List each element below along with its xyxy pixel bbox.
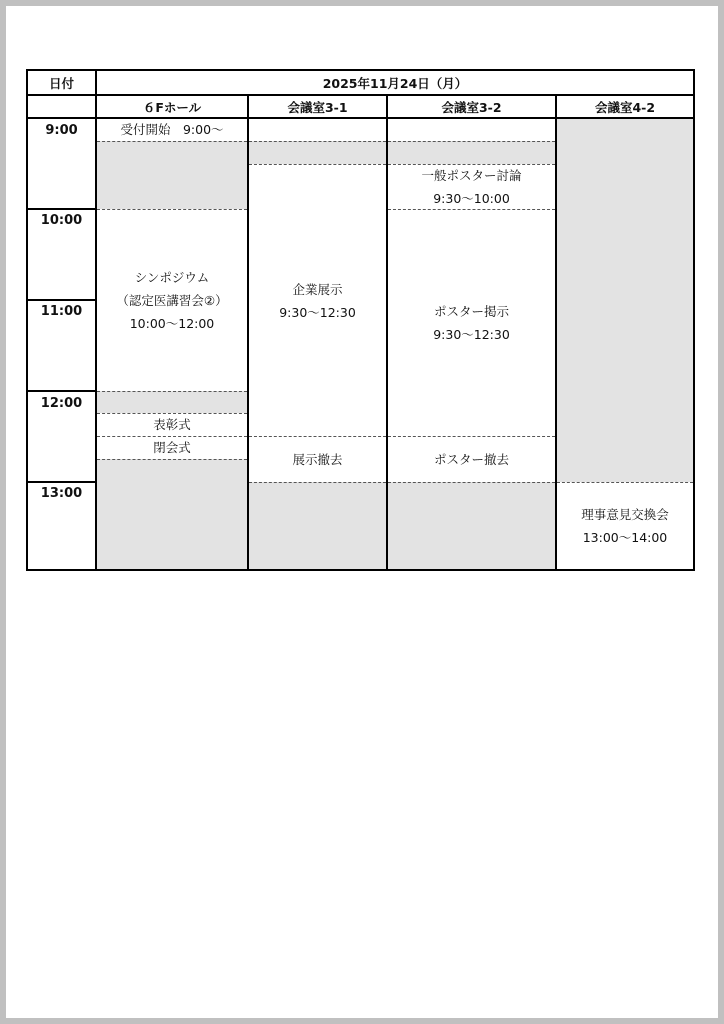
room-header-3-2: 会議室3-2 bbox=[441, 99, 502, 115]
event-symposium bbox=[97, 210, 247, 391]
room-header-3-1: 会議室3-1 bbox=[287, 99, 348, 115]
time-label-12: 12:00 bbox=[40, 396, 83, 411]
empty-slot bbox=[97, 459, 247, 569]
event-exhibit-time: 9:30～12:30 bbox=[279, 304, 356, 320]
time-label-9: 9:00 bbox=[45, 123, 78, 138]
event-poster-discussion-title: 一般ポスター討論 bbox=[421, 168, 522, 183]
room-header-6f-hall: ６Fホール bbox=[142, 99, 202, 115]
event-board-meeting bbox=[557, 483, 693, 569]
time-label-11: 11:00 bbox=[40, 304, 83, 319]
empty-slot bbox=[557, 118, 693, 482]
event-closing-text: 閉会式 bbox=[153, 440, 191, 455]
event-symposium-title: シンポジウム bbox=[134, 270, 210, 285]
event-exhibit-teardown-text: 展示撤去 bbox=[292, 452, 343, 467]
time-label-10: 10:00 bbox=[40, 213, 83, 228]
empty-slot bbox=[388, 141, 555, 164]
event-poster-discussion-time: 9:30～10:00 bbox=[433, 191, 510, 206]
event-award-text: 表彰式 bbox=[153, 417, 191, 432]
event-board-meeting-title: 理事意見交換会 bbox=[581, 507, 669, 522]
event-exhibit bbox=[249, 165, 386, 436]
event-exhibit-teardown bbox=[249, 437, 386, 482]
empty-slot bbox=[388, 482, 555, 569]
event-poster-teardown bbox=[388, 437, 555, 482]
time-label-13: 13:00 bbox=[40, 486, 83, 501]
schedule-table bbox=[26, 69, 695, 571]
document-page bbox=[6, 6, 718, 1018]
date-label: 日付 bbox=[48, 75, 74, 91]
empty-slot bbox=[249, 141, 386, 164]
event-reception bbox=[97, 118, 247, 141]
event-award bbox=[97, 413, 247, 436]
date-title: 2025年11月24日（月） bbox=[322, 75, 468, 91]
event-poster-discussion bbox=[388, 165, 555, 209]
empty-slot bbox=[97, 141, 247, 209]
event-exhibit-title: 企業展示 bbox=[292, 281, 343, 297]
event-symposium-subtitle: （認定医講習会②） bbox=[116, 293, 228, 308]
event-poster-display-time: 9:30～12:30 bbox=[433, 327, 510, 342]
empty-slot bbox=[249, 482, 386, 569]
event-symposium-time: 10:00～12:00 bbox=[129, 316, 215, 331]
event-poster-teardown-text: ポスター撤去 bbox=[433, 452, 509, 467]
event-board-meeting-time: 13:00～14:00 bbox=[582, 530, 668, 545]
empty-slot bbox=[97, 391, 247, 413]
event-closing bbox=[97, 436, 247, 459]
event-poster-display-title: ポスター掲示 bbox=[433, 304, 509, 319]
room-header-4-2: 会議室4-2 bbox=[594, 99, 656, 115]
event-reception-text: 受付開始 9:00～ bbox=[120, 122, 224, 137]
event-poster-display bbox=[388, 210, 555, 436]
